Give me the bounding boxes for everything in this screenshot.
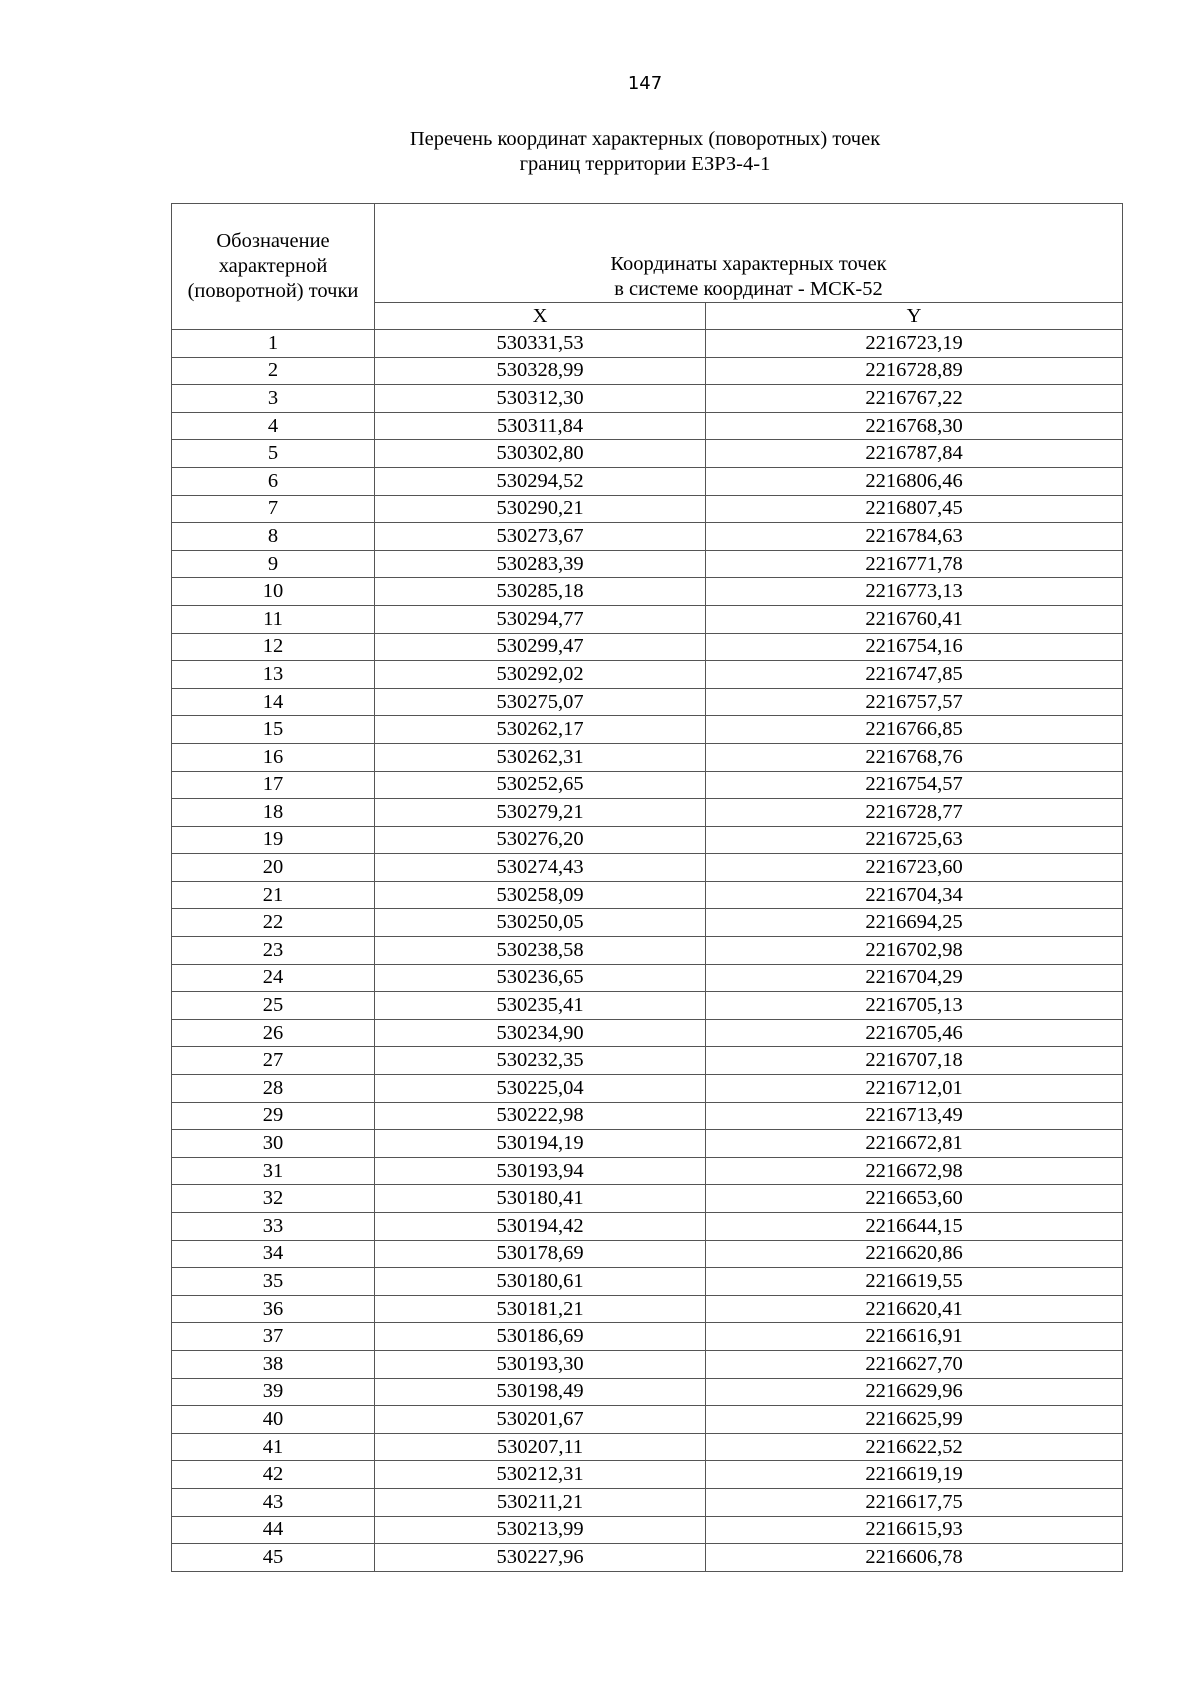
table-row <box>172 964 1123 992</box>
x-coordinate-cell: 530236,65 <box>375 964 706 992</box>
y-coordinate-cell: 2216728,89 <box>706 357 1123 385</box>
coordinates-table <box>171 203 1123 1572</box>
point-number-cell: 10 <box>172 578 375 606</box>
x-coordinate-cell: 530194,19 <box>375 1130 706 1158</box>
point-number-cell: 38 <box>172 1350 375 1378</box>
point-number-cell: 14 <box>172 688 375 716</box>
point-number-cell: 15 <box>172 716 375 744</box>
table-row <box>172 1102 1123 1130</box>
table-row <box>172 440 1123 468</box>
point-number-cell: 42 <box>172 1461 375 1489</box>
table-row <box>172 1433 1123 1461</box>
page-number: 147 <box>627 73 663 94</box>
title-line-2: границ территории ЕЗРЗ-4-1 <box>519 153 771 175</box>
point-header-line-2: характерной <box>218 255 328 277</box>
y-coordinate-cell: 2216705,46 <box>706 1019 1123 1047</box>
point-number-cell: 19 <box>172 826 375 854</box>
x-coordinate-cell: 530262,17 <box>375 716 706 744</box>
point-number-cell: 4 <box>172 412 375 440</box>
x-coordinate-cell: 530279,21 <box>375 799 706 827</box>
group-header-line-1: Координаты характерных точек <box>610 253 887 275</box>
y-coordinate-cell: 2216757,57 <box>706 688 1123 716</box>
y-coordinate-cell: 2216629,96 <box>706 1378 1123 1406</box>
y-coordinate-cell: 2216644,15 <box>706 1213 1123 1241</box>
x-coordinate-cell: 530212,31 <box>375 1461 706 1489</box>
point-number-cell: 18 <box>172 799 375 827</box>
point-number-cell: 27 <box>172 1047 375 1075</box>
x-coordinate-cell: 530275,07 <box>375 688 706 716</box>
y-coordinate-cell: 2216771,78 <box>706 550 1123 578</box>
point-number-cell: 32 <box>172 1185 375 1213</box>
point-header-line-3: (поворотной) точки <box>187 280 359 302</box>
table-row <box>172 1075 1123 1103</box>
x-coordinate-cell: 530312,30 <box>375 385 706 413</box>
y-coordinate-cell: 2216615,93 <box>706 1516 1123 1544</box>
x-coordinate-cell: 530328,99 <box>375 357 706 385</box>
x-coordinate-cell: 530235,41 <box>375 992 706 1020</box>
y-coordinate-cell: 2216619,19 <box>706 1461 1123 1489</box>
table-row <box>172 412 1123 440</box>
x-coordinate-cell: 530252,65 <box>375 771 706 799</box>
x-coordinate-cell: 530193,30 <box>375 1350 706 1378</box>
point-number-cell: 7 <box>172 495 375 523</box>
x-coordinate-cell: 530234,90 <box>375 1019 706 1047</box>
y-coordinate-cell: 2216728,77 <box>706 799 1123 827</box>
point-number-cell: 30 <box>172 1130 375 1158</box>
y-coordinate-cell: 2216713,49 <box>706 1102 1123 1130</box>
point-number-cell: 23 <box>172 937 375 965</box>
x-coordinate-cell: 530186,69 <box>375 1323 706 1351</box>
y-coordinate-cell: 2216807,45 <box>706 495 1123 523</box>
table-row <box>172 826 1123 854</box>
table-row <box>172 743 1123 771</box>
y-coordinate-cell: 2216768,30 <box>706 412 1123 440</box>
table-row <box>172 330 1123 358</box>
point-number-cell: 3 <box>172 385 375 413</box>
y-coordinate-cell: 2216622,52 <box>706 1433 1123 1461</box>
table-row <box>172 909 1123 937</box>
y-coordinate-cell: 2216747,85 <box>706 661 1123 689</box>
point-number-cell: 31 <box>172 1157 375 1185</box>
x-coordinate-cell: 530292,02 <box>375 661 706 689</box>
y-coordinate-cell: 2216754,16 <box>706 633 1123 661</box>
x-coordinate-cell: 530273,67 <box>375 523 706 551</box>
table-row <box>172 1350 1123 1378</box>
table-row <box>172 661 1123 689</box>
x-coordinate-cell: 530181,21 <box>375 1295 706 1323</box>
point-number-cell: 28 <box>172 1075 375 1103</box>
point-number-cell: 5 <box>172 440 375 468</box>
x-coordinate-cell: 530262,31 <box>375 743 706 771</box>
table-row <box>172 1323 1123 1351</box>
table-row <box>172 799 1123 827</box>
table-row <box>172 881 1123 909</box>
y-coordinate-cell: 2216606,78 <box>706 1544 1123 1572</box>
x-column-header: X <box>375 303 706 330</box>
x-coordinate-cell: 530283,39 <box>375 550 706 578</box>
x-coordinate-cell: 530274,43 <box>375 854 706 882</box>
table-row <box>172 1268 1123 1296</box>
coordinates-group-header <box>375 204 1123 303</box>
table-row <box>172 1295 1123 1323</box>
table-row <box>172 1406 1123 1434</box>
y-coordinate-cell: 2216694,25 <box>706 909 1123 937</box>
point-number-cell: 44 <box>172 1516 375 1544</box>
y-coordinate-cell: 2216619,55 <box>706 1268 1123 1296</box>
table-row <box>172 1019 1123 1047</box>
x-coordinate-cell: 530180,41 <box>375 1185 706 1213</box>
x-coordinate-cell: 530258,09 <box>375 881 706 909</box>
y-coordinate-cell: 2216784,63 <box>706 523 1123 551</box>
y-coordinate-cell: 2216625,99 <box>706 1406 1123 1434</box>
point-number-cell: 1 <box>172 330 375 358</box>
x-coordinate-cell: 530285,18 <box>375 578 706 606</box>
x-coordinate-cell: 530180,61 <box>375 1268 706 1296</box>
group-header-line-2: в системе координат - МСК-52 <box>614 278 883 300</box>
table-row <box>172 1378 1123 1406</box>
x-coordinate-cell: 530194,42 <box>375 1213 706 1241</box>
x-coordinate-cell: 530311,84 <box>375 412 706 440</box>
x-coordinate-cell: 530207,11 <box>375 1433 706 1461</box>
table-row <box>172 716 1123 744</box>
table-row <box>172 854 1123 882</box>
table-body <box>172 330 1123 1572</box>
y-coordinate-cell: 2216620,86 <box>706 1240 1123 1268</box>
x-coordinate-cell: 530211,21 <box>375 1488 706 1516</box>
table-row <box>172 578 1123 606</box>
point-number-cell: 9 <box>172 550 375 578</box>
point-number-cell: 25 <box>172 992 375 1020</box>
y-coordinate-cell: 2216767,22 <box>706 385 1123 413</box>
y-coordinate-cell: 2216620,41 <box>706 1295 1123 1323</box>
y-coordinate-cell: 2216653,60 <box>706 1185 1123 1213</box>
x-coordinate-cell: 530227,96 <box>375 1544 706 1572</box>
table-row <box>172 357 1123 385</box>
point-number-cell: 20 <box>172 854 375 882</box>
point-number-cell: 34 <box>172 1240 375 1268</box>
y-coordinate-cell: 2216712,01 <box>706 1075 1123 1103</box>
y-coordinate-cell: 2216672,98 <box>706 1157 1123 1185</box>
point-number-cell: 40 <box>172 1406 375 1434</box>
document-title <box>0 127 1200 177</box>
y-coordinate-cell: 2216760,41 <box>706 605 1123 633</box>
table-row <box>172 385 1123 413</box>
point-number-cell: 22 <box>172 909 375 937</box>
y-coordinate-cell: 2216806,46 <box>706 467 1123 495</box>
point-number-cell: 33 <box>172 1213 375 1241</box>
point-number-cell: 21 <box>172 881 375 909</box>
table-row <box>172 1185 1123 1213</box>
table-row <box>172 1130 1123 1158</box>
x-coordinate-cell: 530178,69 <box>375 1240 706 1268</box>
table-row <box>172 688 1123 716</box>
x-coordinate-cell: 530299,47 <box>375 633 706 661</box>
y-coordinate-cell: 2216616,91 <box>706 1323 1123 1351</box>
point-number-cell: 17 <box>172 771 375 799</box>
table-row <box>172 1047 1123 1075</box>
point-number-cell: 29 <box>172 1102 375 1130</box>
table-row <box>172 1213 1123 1241</box>
x-coordinate-cell: 530331,53 <box>375 330 706 358</box>
point-number-cell: 6 <box>172 467 375 495</box>
y-column-header: Y <box>706 303 1123 330</box>
x-coordinate-cell: 530290,21 <box>375 495 706 523</box>
y-coordinate-cell: 2216705,13 <box>706 992 1123 1020</box>
point-number-cell: 36 <box>172 1295 375 1323</box>
point-number-cell: 45 <box>172 1544 375 1572</box>
point-number-cell: 39 <box>172 1378 375 1406</box>
point-header-line-1: Обозначение <box>216 230 330 252</box>
point-number-cell: 11 <box>172 605 375 633</box>
table-row <box>172 467 1123 495</box>
point-number-cell: 8 <box>172 523 375 551</box>
y-coordinate-cell: 2216704,29 <box>706 964 1123 992</box>
table-row <box>172 1240 1123 1268</box>
x-coordinate-cell: 530302,80 <box>375 440 706 468</box>
table-row <box>172 523 1123 551</box>
x-coordinate-cell: 530250,05 <box>375 909 706 937</box>
point-number-cell: 24 <box>172 964 375 992</box>
x-coordinate-cell: 530238,58 <box>375 937 706 965</box>
point-number-cell: 35 <box>172 1268 375 1296</box>
point-number-cell: 16 <box>172 743 375 771</box>
point-number-cell: 37 <box>172 1323 375 1351</box>
y-coordinate-cell: 2216702,98 <box>706 937 1123 965</box>
y-coordinate-cell: 2216704,34 <box>706 881 1123 909</box>
x-coordinate-cell: 530193,94 <box>375 1157 706 1185</box>
y-coordinate-cell: 2216768,76 <box>706 743 1123 771</box>
table-row <box>172 1488 1123 1516</box>
table-row <box>172 550 1123 578</box>
x-coordinate-cell: 530198,49 <box>375 1378 706 1406</box>
y-coordinate-cell: 2216773,13 <box>706 578 1123 606</box>
x-coordinate-cell: 530201,67 <box>375 1406 706 1434</box>
y-coordinate-cell: 2216723,19 <box>706 330 1123 358</box>
title-line-1: Перечень координат характерных (поворотных) точек <box>409 128 881 150</box>
y-coordinate-cell: 2216723,60 <box>706 854 1123 882</box>
y-coordinate-cell: 2216672,81 <box>706 1130 1123 1158</box>
table-header <box>172 204 1123 330</box>
y-coordinate-cell: 2216766,85 <box>706 716 1123 744</box>
point-number-cell: 41 <box>172 1433 375 1461</box>
table-row <box>172 992 1123 1020</box>
point-designation-header <box>172 204 375 330</box>
table-row <box>172 1461 1123 1489</box>
y-coordinate-cell: 2216707,18 <box>706 1047 1123 1075</box>
table-row <box>172 771 1123 799</box>
table-row <box>172 605 1123 633</box>
table-row <box>172 937 1123 965</box>
table-row <box>172 1516 1123 1544</box>
table-row <box>172 1157 1123 1185</box>
y-coordinate-cell: 2216725,63 <box>706 826 1123 854</box>
y-coordinate-cell: 2216617,75 <box>706 1488 1123 1516</box>
x-coordinate-cell: 530222,98 <box>375 1102 706 1130</box>
table-row <box>172 1544 1123 1572</box>
x-coordinate-cell: 530294,77 <box>375 605 706 633</box>
table-row <box>172 633 1123 661</box>
point-number-cell: 13 <box>172 661 375 689</box>
y-coordinate-cell: 2216627,70 <box>706 1350 1123 1378</box>
y-coordinate-cell: 2216787,84 <box>706 440 1123 468</box>
point-number-cell: 12 <box>172 633 375 661</box>
x-coordinate-cell: 530232,35 <box>375 1047 706 1075</box>
x-coordinate-cell: 530276,20 <box>375 826 706 854</box>
table-row <box>172 495 1123 523</box>
point-number-cell: 43 <box>172 1488 375 1516</box>
point-number-cell: 2 <box>172 357 375 385</box>
x-coordinate-cell: 530213,99 <box>375 1516 706 1544</box>
x-coordinate-cell: 530294,52 <box>375 467 706 495</box>
y-coordinate-cell: 2216754,57 <box>706 771 1123 799</box>
x-coordinate-cell: 530225,04 <box>375 1075 706 1103</box>
point-number-cell: 26 <box>172 1019 375 1047</box>
